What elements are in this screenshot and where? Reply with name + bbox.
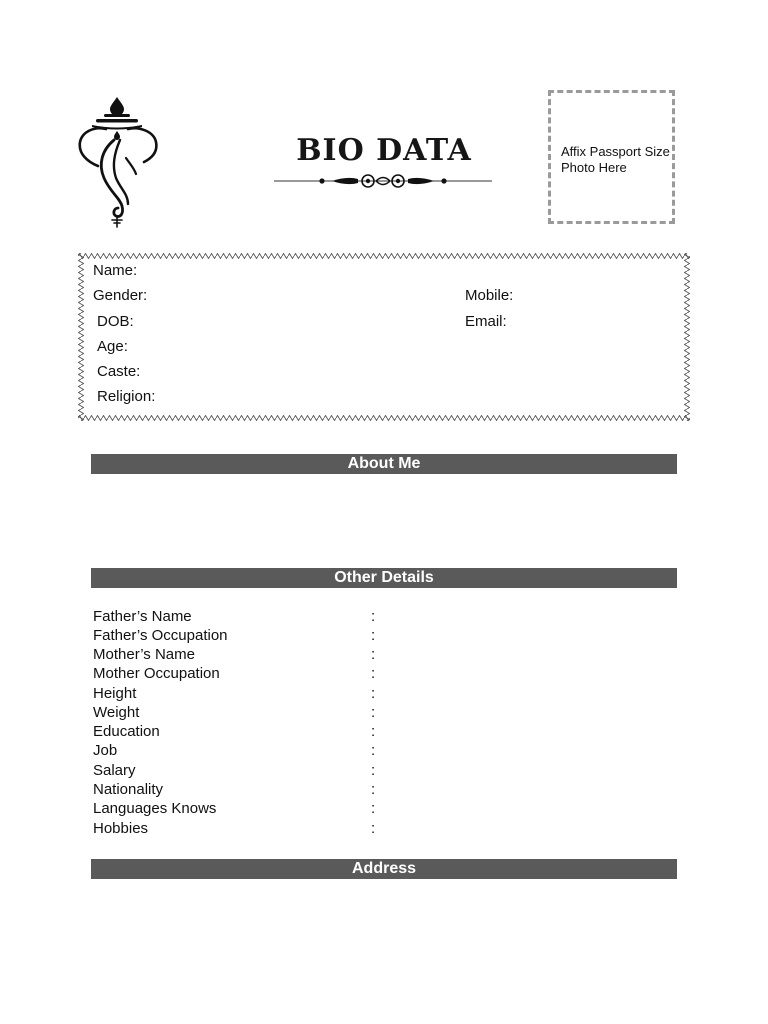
detail-separator: :: [371, 608, 376, 625]
detail-separator: :: [371, 646, 376, 663]
detail-label-fathers-occupation: Father’s Occupation: [93, 627, 228, 644]
detail-separator: :: [371, 665, 376, 682]
section-address: Address: [91, 859, 677, 879]
detail-separator: :: [371, 685, 376, 702]
detail-separator: :: [371, 762, 376, 779]
detail-separator: :: [371, 627, 376, 644]
caste-label: Caste:: [97, 363, 141, 380]
detail-label-languages: Languages Knows: [93, 800, 217, 817]
religion-label: Religion:: [97, 388, 156, 405]
detail-label-hobbies: Hobbies: [93, 820, 149, 837]
detail-separator: :: [371, 723, 376, 740]
detail-label-height: Height: [93, 685, 137, 702]
detail-label-education: Education: [93, 723, 160, 740]
detail-label-mothers-name: Mother’s Name: [93, 646, 195, 663]
detail-separator: :: [371, 742, 376, 759]
detail-label-fathers-name: Father’s Name: [93, 608, 192, 625]
dob-label: DOB:: [97, 313, 134, 330]
detail-label-mother-occupation: Mother Occupation: [93, 665, 220, 682]
title-ornament-icon: [272, 170, 494, 192]
name-label: Name:: [93, 262, 138, 279]
detail-separator: :: [371, 820, 376, 837]
detail-separator: :: [371, 781, 376, 798]
detail-label-weight: Weight: [93, 704, 140, 721]
photo-placeholder-box[interactable]: [548, 90, 675, 224]
detail-separator: :: [371, 704, 376, 721]
page-title: BIO DATA: [296, 133, 472, 168]
detail-label-nationality: Nationality: [93, 781, 164, 798]
detail-label-salary: Salary: [93, 762, 136, 779]
detail-label-job: Job: [93, 742, 118, 759]
section-other-details: Other Details: [91, 568, 677, 588]
info-frame-border: [78, 253, 690, 421]
photo-placeholder-text: Affix Passport Size Photo Here: [561, 144, 670, 175]
section-about-me: About Me: [91, 454, 677, 474]
age-label: Age:: [97, 338, 128, 355]
ganesha-icon: [74, 94, 160, 230]
mobile-label: Mobile:: [465, 287, 514, 304]
gender-label: Gender:: [93, 287, 148, 304]
detail-separator: :: [371, 800, 376, 817]
email-label: Email:: [465, 313, 507, 330]
